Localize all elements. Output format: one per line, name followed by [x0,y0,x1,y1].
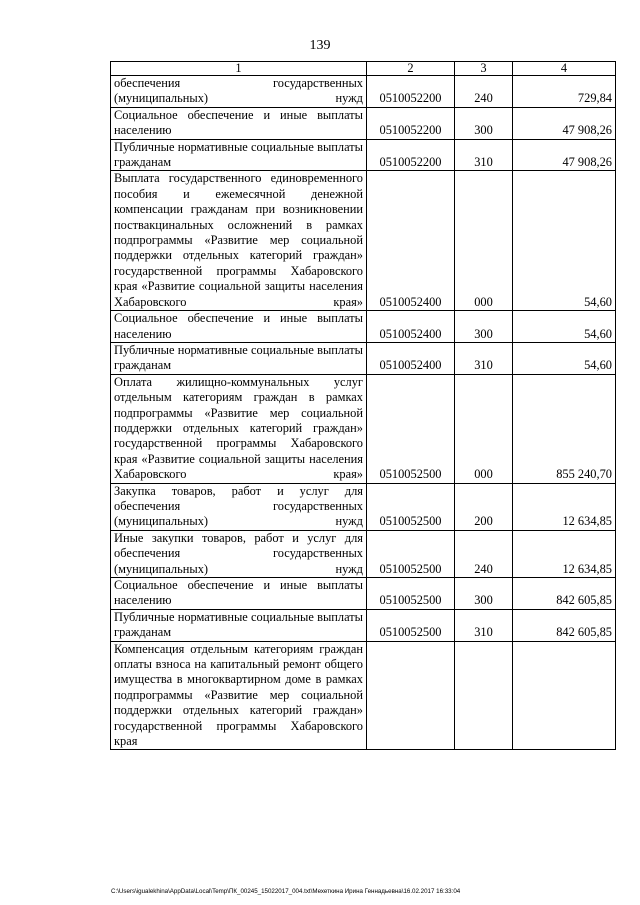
row-target-code: 0510052500 [367,374,455,483]
table-row [111,530,616,577]
budget-table [110,61,616,750]
row-amount: 54,60 [513,171,616,311]
row-amount: 729,84 [513,76,616,108]
table-row [111,107,616,139]
row-amount [513,641,616,750]
table-row [111,374,616,483]
row-target-code: 0510052500 [367,609,455,641]
row-expense-type: 300 [455,107,513,139]
table-row [111,609,616,641]
row-target-code: 0510052500 [367,578,455,610]
table-header-row [111,62,616,76]
row-expense-type: 310 [455,609,513,641]
header-col-4: 4 [513,62,616,76]
row-description: Закупка товаров, работ и услуг для обеспечения государственных (муниципальных) нужд [111,483,367,530]
row-amount: 47 908,26 [513,107,616,139]
row-amount: 12 634,85 [513,530,616,577]
row-expense-type: 300 [455,311,513,343]
row-expense-type: 240 [455,530,513,577]
row-target-code: 0510052400 [367,342,455,374]
row-expense-type: 240 [455,76,513,108]
header-col-2: 2 [367,62,455,76]
row-description: Социальное обеспечение и иные выплаты населению [111,107,367,139]
row-expense-type: 000 [455,171,513,311]
row-target-code: 0510052400 [367,311,455,343]
table-row [111,578,616,610]
row-target-code: 0510052500 [367,483,455,530]
row-description: Публичные нормативные социальные выплаты гражданам [111,609,367,641]
row-description: Публичные нормативные социальные выплаты гражданам [111,342,367,374]
header-col-1: 1 [111,62,367,76]
table-row [111,483,616,530]
row-description: Социальное обеспечение и иные выплаты населению [111,311,367,343]
row-target-code [367,641,455,750]
row-target-code: 0510052200 [367,107,455,139]
row-amount: 54,60 [513,311,616,343]
row-description: Выплата государственного единовременного пособия и ежемесячной денежной компенсации гражданам при возникновении поствакцинальных осложнений в рамках подпрограммы «Развитие мер социальной поддержки отдельных категорий граждан» государственной программы Хабаровского края «Развитие социальной защиты населения Хабаровского края» [111,171,367,311]
row-description: Социальное обеспечение и иные выплаты населению [111,578,367,610]
footer-file-path: C:\Users\igualekhina\AppData\Local\Temp\ПК_00245_15022017_004.txt\Мехеткина Ирина Геннадьевна\16.02.2017 16:33:04 [111,888,461,895]
page-number: 139 [309,38,331,53]
row-expense-type: 300 [455,578,513,610]
header-col-3: 3 [455,62,513,76]
table-row [111,641,616,750]
row-expense-type: 200 [455,483,513,530]
row-target-code: 0510052200 [367,139,455,171]
row-expense-type: 000 [455,374,513,483]
row-expense-type: 310 [455,342,513,374]
row-expense-type [455,641,513,750]
row-expense-type: 310 [455,139,513,171]
table-row [111,139,616,171]
row-description: Оплата жилищно-коммунальных услуг отдельным категориям граждан в рамках подпрограммы «Развитие мер социальной поддержки отдельных категорий граждан» государственной программы Хабаровского края «Развитие социальной защиты населения Хабаровского края» [111,374,367,483]
row-description: Иные закупки товаров, работ и услуг для обеспечения государственных (муниципальных) нужд [111,530,367,577]
row-amount: 12 634,85 [513,483,616,530]
row-description: обеспечения государственных (муниципальных) нужд [111,76,367,108]
row-amount: 842 605,85 [513,578,616,610]
row-description: Компенсация отдельным категориям граждан оплаты взноса на капитальный ремонт общего имущества в многоквартирном доме в рамках подпрограммы «Развитие мер социальной поддержки отдельных категорий граждан» государственной программы Хабаровского края [111,641,367,750]
row-amount: 842 605,85 [513,609,616,641]
row-description: Публичные нормативные социальные выплаты гражданам [111,139,367,171]
table-row [111,76,616,108]
table-row [111,342,616,374]
row-amount: 47 908,26 [513,139,616,171]
table-row [111,171,616,311]
row-target-code: 0510052200 [367,76,455,108]
row-target-code: 0510052500 [367,530,455,577]
row-target-code: 0510052400 [367,171,455,311]
table-row [111,311,616,343]
row-amount: 855 240,70 [513,374,616,483]
row-amount: 54,60 [513,342,616,374]
